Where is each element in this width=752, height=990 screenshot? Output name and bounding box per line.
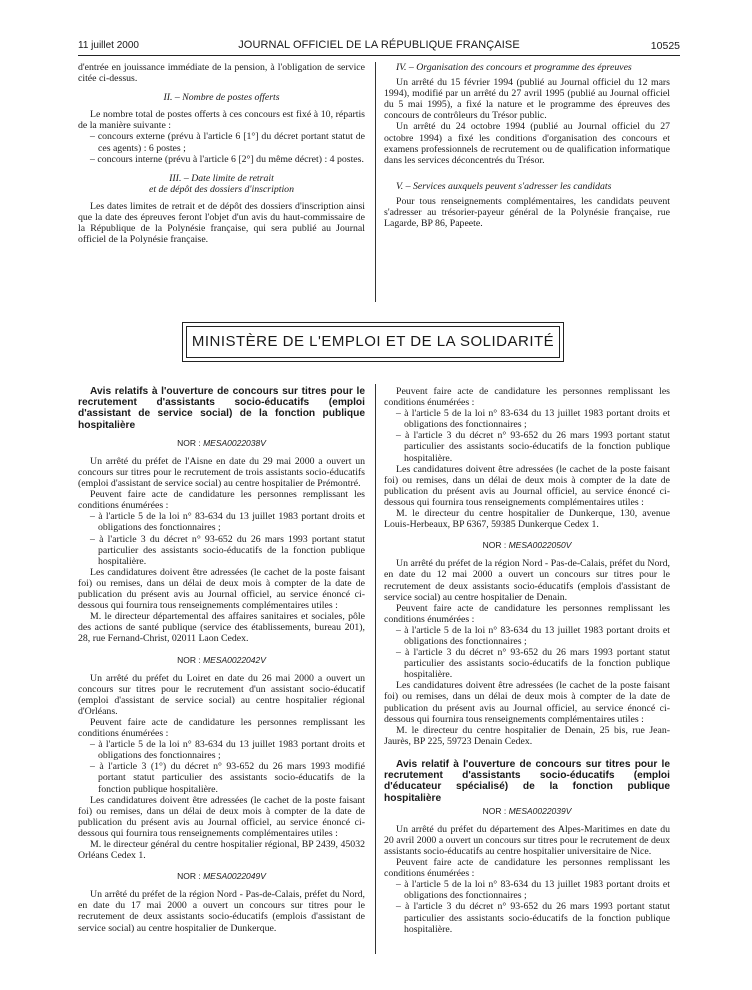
paragraph: Les dates limites de retrait et de dépôt des dossiers d'inscription ainsi que la date des épreuves feront l'objet d'un avis du haut-commissaire de la République de la Polynésie française, qui sera publié au Journal officiel de la Polynésie française.: [78, 200, 365, 246]
paragraph: Peuvent faire acte de candidature les personnes remplissant les conditions énumérées :: [384, 386, 670, 409]
list-item: – à l'article 5 de la loi n° 83-634 du 13 juillet 1983 portant droits et obligations des fonctionnaires ;: [384, 879, 670, 901]
paragraph: Les candidatures doivent être adressées (le cachet de la poste faisant foi) ou remises, dans un délai de deux mois à compter de la date de publication du présent avis au Journal officiel, au service énoncé ci-dessous qui fournira tous renseignements complémentaires utiles :: [384, 680, 670, 725]
nor-code: MESA0022049V: [203, 871, 266, 882]
nor-label: NOR :: [177, 437, 201, 448]
list: [384, 625, 670, 680]
paragraph: Un arrêté du 15 février 1994 (publié au Journal officiel du 12 mars 1994), modifié par un arrêté du 27 avril 1995 (publié au Journal officiel du 5 mai 1995), a fixé la nature et le programme des épreuves des concours de contrôleurs du Trésor public.: [384, 77, 670, 122]
nor-reference: [78, 438, 365, 449]
journal-title: JOURNAL OFFICIEL DE LA RÉPUBLIQUE FRANÇAISE: [238, 39, 520, 51]
page-header: [78, 38, 680, 54]
list-item: – à l'article 3 du décret n° 93-652 du 26 mars 1993 portant statut particulier des assistants socio-éducatifs de la fonction publique hospitalière.: [384, 901, 670, 934]
nor-code: MESA0022038V: [203, 437, 266, 448]
ministry-title: MINISTÈRE DE L'EMPLOI ET DE LA SOLIDARITÉ: [191, 333, 555, 350]
nor-code: MESA0022042V: [203, 654, 266, 665]
list-item: – à l'article 3 du décret n° 93-652 du 26 mars 1993 portant statut particulier des assistants socio-éducatifs de la fonction publique hospitalière.: [78, 534, 365, 567]
list: [78, 739, 365, 794]
section-heading: III. – Date limite de retrait: [169, 172, 274, 184]
paragraph: Un arrêté du préfet de la région Nord - Pas-de-Calais, préfet du Nord, en date du 17 mai 2000 a ouvert un concours sur titres pour le recrutement de deux assistants socio-éducatifs (emplois d'assistant de service social) au centre hospitalier de Dunkerque.: [78, 889, 365, 934]
list: [78, 511, 365, 566]
nor-code: MESA0022050V: [508, 540, 572, 551]
nor-label: NOR :: [482, 540, 507, 551]
paragraph: Peuvent faire acte de candidature les personnes remplissant les conditions énumérées :: [384, 602, 670, 625]
nor-reference: [384, 806, 670, 817]
paragraph: Le nombre total de postes offerts à ces concours est fixé à 10, répartis de la manière suivante :: [78, 109, 365, 132]
paragraph: Un arrêté du préfet de l'Aisne en date du 29 mai 2000 a ouvert un concours sur titres pour le recrutement de trois assistants socio-éducatifs (emploi d'assistant de service social) au centre hospitalier de Prémontré.: [78, 455, 365, 490]
paragraph: Pour tous renseignements complémentaires, les candidats peuvent s'adresser au trésorier-payeur général de la Polynésie française, rue Lagarde, BP 86, Papeete.: [384, 195, 670, 230]
nor-label: NOR :: [482, 805, 507, 816]
address: M. le directeur du centre hospitalier de Dunkerque, 130, avenue Louis-Herbeaux, BP 6367, 59385 Dunkerque Cedex 1.: [384, 508, 670, 531]
nor-reference: [78, 871, 365, 882]
list: [78, 131, 365, 164]
page-number: 10525: [650, 40, 680, 52]
list-item: – à l'article 3 du décret n° 93-652 du 26 mars 1993 portant statut particulier des assistants socio-éducatifs de la fonction publique hospitalière.: [384, 430, 670, 463]
bottom-right-column: [384, 386, 670, 935]
bottom-left-column: [78, 386, 365, 934]
notice-title: Avis relatifs à l'ouverture de concours sur titres pour le recrutement d'assistants socio-éducatifs (emploi d'assistant de service social) de la fonction publique hospitalière: [78, 386, 365, 431]
issue-date: 11 juillet 2000: [78, 40, 139, 51]
address: M. le directeur général du centre hospitalier régional, BP 2439, 45032 Orléans Cedex 1.: [78, 839, 365, 862]
paragraph: Les candidatures doivent être adressées (le cachet de la poste faisant foi) ou remises, dans un délai de deux mois à compter de la date de publication du présent avis au Journal officiel, au service énoncé ci-dessous qui fournira tous renseignements complémentaires utiles :: [78, 794, 365, 839]
notice-title: Avis relatif à l'ouverture de concours sur titres pour le recrutement d'assistants socio-éducatifs (emploi d'éducateur spécialisé) de la fonction publique hospitalière: [384, 758, 670, 804]
paragraph: Un arrêté du préfet du Loiret en date du 26 mai 2000 a ouvert un concours sur titres pour le recrutement d'un assistant socio-éducatif (emploi d'assistant de service social) au centre hospitalier régional d'Orléans.: [78, 672, 365, 717]
list-item: – à l'article 3 du décret n° 93-652 du 26 mars 1993 portant statut particulier des assistants socio-éducatifs de la fonction publique hospitalière.: [384, 647, 670, 680]
nor-reference: [384, 540, 670, 551]
paragraph: d'entrée en jouissance immédiate de la pension, à l'obligation de service citée ci-dessus.: [78, 62, 365, 85]
paragraph: Les candidatures doivent être adressées (le cachet de la poste faisant foi) ou remises, dans un délai de deux mois à compter de la date de publication du présent avis au Journal officiel, au service énoncé ci-dessous qui fournira tous renseignements complémentaires utiles :: [384, 463, 670, 508]
nor-code: MESA0022039V: [508, 805, 572, 816]
ministry-heading-box: [186, 326, 560, 358]
column-divider: [375, 384, 376, 954]
top-left-column: [78, 62, 365, 245]
header-rule: [78, 55, 680, 56]
list-item: – concours interne (prévu à l'article 6 [2°] du même décret) : 4 postes.: [78, 154, 365, 165]
paragraph: Un arrêté du préfet de la région Nord - Pas-de-Calais, préfet du Nord, en date du 12 mai 2000 a ouvert un concours sur titres pour le recrutement de deux assistants socio-éducatifs (emplois d'assistant de service social) au centre hospitalier de Denain.: [384, 558, 670, 603]
list: [384, 408, 670, 463]
section-heading: et de dépôt des dossiers d'inscription: [149, 183, 294, 195]
list: [384, 879, 670, 934]
address: M. le directeur du centre hospitalier de Denain, 25 bis, rue Jean-Jaurès, BP 225, 59723 Denain Cedex.: [384, 724, 670, 747]
list-item: – à l'article 5 de la loi n° 83-634 du 13 juillet 1983 portant droits et obligations des fonctionnaires ;: [78, 739, 365, 761]
paragraph: Un arrêté du 24 octobre 1994 (publié au Journal officiel du 27 octobre 1994) a fixé les conditions d'organisation des concours et examens professionnels de recrutement ou de qualification informatique dans les services déconcentrés du Trésor.: [384, 121, 670, 166]
top-right-column: [384, 62, 670, 229]
list-item: – à l'article 5 de la loi n° 83-634 du 13 juillet 1983 portant droits et obligations des fonctionnaires ;: [78, 511, 365, 533]
paragraph: Les candidatures doivent être adressées (le cachet de la poste faisant foi) ou remises, dans un délai de deux mois à compter de la date de publication du présent avis au Journal officiel, au service énoncé ci-dessous qui fournira tous renseignements complémentaires utiles :: [78, 566, 365, 612]
list-item: – à l'article 3 (1°) du décret n° 93-652 du 26 mars 1993 modifié portant statut particulier des assistants socio-éducatifs de la fonction publique hospitalière.: [78, 761, 365, 794]
nor-reference: [78, 655, 365, 666]
column-divider: [375, 62, 376, 302]
section-heading: IV. – Organisation des concours et programme des épreuves: [396, 62, 632, 73]
paragraph: Peuvent faire acte de candidature les personnes remplissant les conditions énumérées :: [78, 716, 365, 740]
section-heading: V. – Services auxquels peuvent s'adresser les candidats: [396, 180, 612, 192]
list-item: – à l'article 5 de la loi n° 83-634 du 13 juillet 1983 portant droits et obligations des fonctionnaires ;: [384, 408, 670, 430]
paragraph: Peuvent faire acte de candidature les personnes remplissant les conditions énumérées :: [384, 857, 670, 880]
paragraph: Un arrêté du préfet du département des Alpes-Maritimes en date du 20 avril 2000 a ouvert un concours sur titres pour le recrutement de deux assistants socio-éducatifs au centre hospitalier universitaire de Nice.: [384, 823, 670, 857]
paragraph: Peuvent faire acte de candidature les personnes remplissant les conditions énumérées :: [78, 489, 365, 512]
nor-label: NOR :: [177, 871, 201, 882]
nor-label: NOR :: [177, 654, 201, 665]
list-item: – à l'article 5 de la loi n° 83-634 du 13 juillet 1983 portant droits et obligations des fonctionnaires ;: [384, 625, 670, 647]
section-heading: II. – Nombre de postes offerts: [163, 92, 280, 104]
list-item: – concours externe (prévu à l'article 6 [1°] du décret portant statut de ces agents) : 6 postes ;: [78, 131, 365, 153]
address: M. le directeur départemental des affaires sanitaires et sociales, pôle des actions de santé publique (service des établissements, bureau 201), 28, rue Fernand-Christ, 02011 Laon Cedex.: [78, 611, 365, 645]
